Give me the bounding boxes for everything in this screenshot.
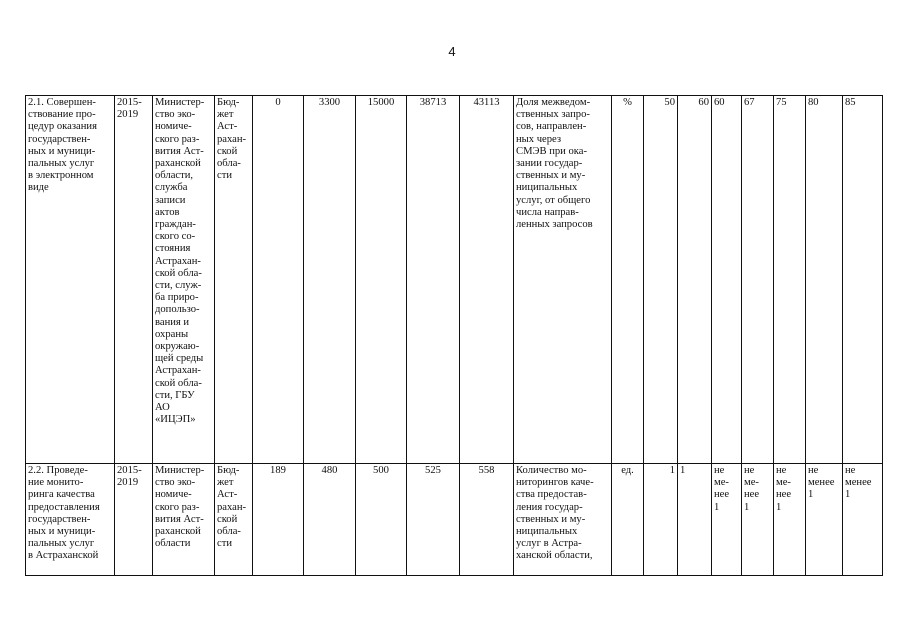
indicator-value-cell: 67 xyxy=(742,96,774,464)
funding-2018-cell: 525 xyxy=(407,464,460,576)
executor-cell: Министер- ство эко- номиче- ского раз- вития Аст- раханской области, служба записи актов граждан- ского со- стояния Астрахан- ской обла- сти, служ- ба приро- допользо- вания и охраны окружаю- щей среды Астрахан- ской обла- сти, ГБУ АО «ИЦЭП» xyxy=(153,96,215,464)
period-cell: 2015- 2019 xyxy=(115,464,153,576)
unit-cell: ед. xyxy=(612,464,644,576)
period-cell: 2015- 2019 xyxy=(115,96,153,464)
executor-cell: Министер- ство эко- номиче- ского раз- вития Аст- раханской области xyxy=(153,464,215,576)
table-row xyxy=(26,96,883,464)
indicator-value-cell: не ме- нее 1 xyxy=(712,464,742,576)
funding-2017-cell: 15000 xyxy=(356,96,407,464)
indicator-value-cell: не менее 1 xyxy=(843,464,883,576)
funding-2019-cell: 43113 xyxy=(460,96,514,464)
indicator-value-cell: 60 xyxy=(678,96,712,464)
indicator-value-cell: не ме- нее 1 xyxy=(774,464,806,576)
program-measures-table xyxy=(25,95,883,576)
table-row xyxy=(26,464,883,576)
funding-2017-cell: 500 xyxy=(356,464,407,576)
funding-2016-cell: 480 xyxy=(304,464,356,576)
indicator-value-cell: 80 xyxy=(806,96,843,464)
indicator-value-cell: 60 xyxy=(712,96,742,464)
indicator-value-cell: 1 xyxy=(644,464,678,576)
indicator-value-cell: 50 xyxy=(644,96,678,464)
funding-2015-cell: 0 xyxy=(253,96,304,464)
measure-cell: 2.1. Совершен- ствование про- цедур оказания государствен- ных и муници- пальных услуг в электронном виде xyxy=(26,96,115,464)
page-number: 4 xyxy=(448,44,456,59)
indicator-cell: Количество мо- ниторингов каче- ства предостав- ления государ- ственных и му- ниципальных услуг в Астра- ханской области, xyxy=(514,464,612,576)
unit-cell: % xyxy=(612,96,644,464)
indicator-value-cell: 85 xyxy=(843,96,883,464)
indicator-value-cell: не ме- нее 1 xyxy=(742,464,774,576)
funding-2018-cell: 38713 xyxy=(407,96,460,464)
funding-2016-cell: 3300 xyxy=(304,96,356,464)
indicator-value-cell: 75 xyxy=(774,96,806,464)
measure-cell: 2.2. Проведе- ние монито- ринга качества предоставления государствен- ных и муници- пальных услуг в Астраханской xyxy=(26,464,115,576)
indicator-cell: Доля межведом- ственных запро- сов, направлен- ных через СМЭВ при ока- зании государ- ственных и му- ниципальных услуг, от общего числа направ- ленных запросов xyxy=(514,96,612,464)
indicator-value-cell: 1 xyxy=(678,464,712,576)
funding-2019-cell: 558 xyxy=(460,464,514,576)
funding-2015-cell: 189 xyxy=(253,464,304,576)
funding-source-cell: Бюд- жет Аст- рахан- ской обла- сти xyxy=(215,96,253,464)
funding-source-cell: Бюд- жет Аст- рахан- ской обла- сти xyxy=(215,464,253,576)
indicator-value-cell: не менее 1 xyxy=(806,464,843,576)
